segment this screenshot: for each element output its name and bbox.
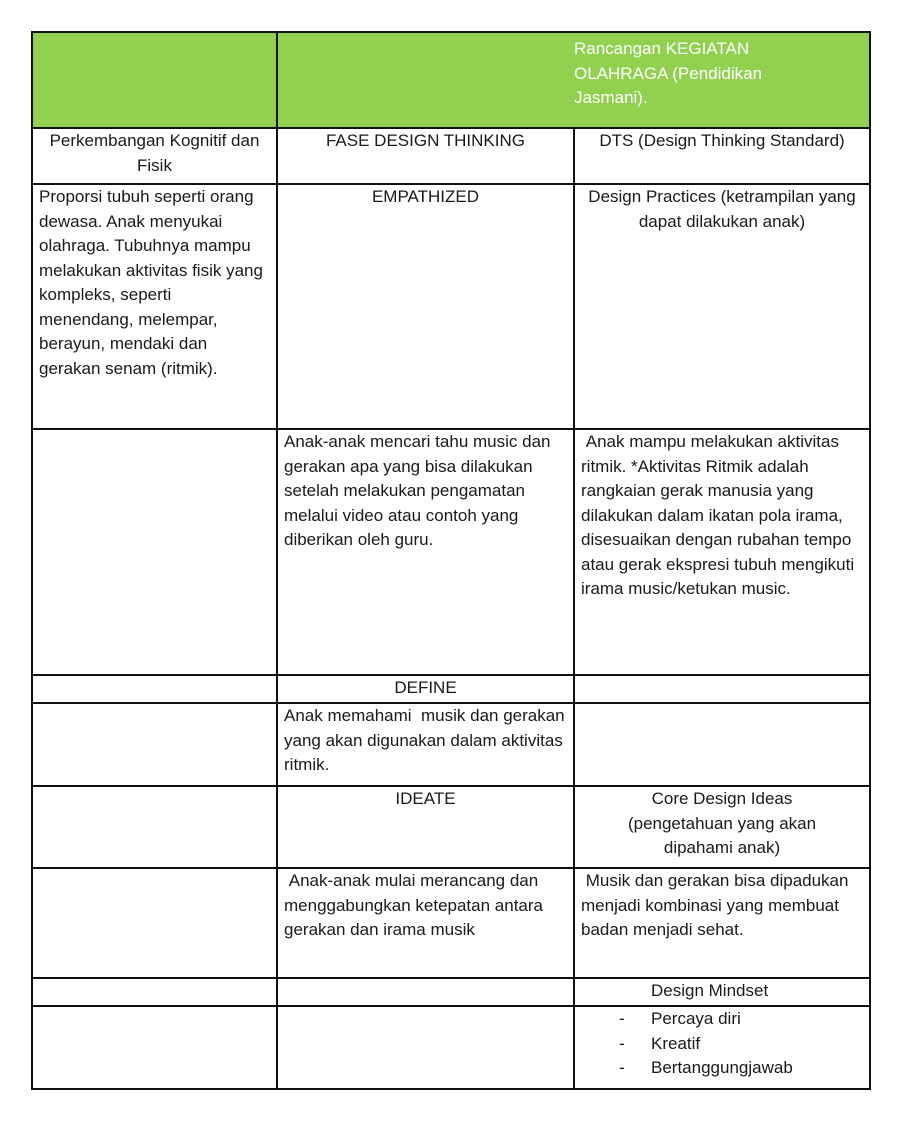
empty-cell (574, 675, 870, 703)
table-row (32, 429, 870, 675)
dts-design-mindset: Design Mindset (574, 978, 870, 1006)
title-line: OLAHRAGA (Pendidikan (574, 63, 763, 83)
header-fase: FASE DESIGN THINKING (277, 128, 574, 184)
dts-core-design-ideas: Core Design Ideas (pengetahuan yang akan dipahami anak) (574, 786, 870, 868)
ideate-detail: Anak-anak mulai merancang dan menggabungkan ketepatan antara gerakan dan irama musik (277, 868, 574, 978)
table-row (32, 868, 870, 978)
header-row (32, 128, 870, 184)
empty-cell (277, 1006, 574, 1089)
empty-cell (32, 703, 277, 786)
empty-cell (32, 429, 277, 675)
header-dts: DTS (Design Thinking Standard) (574, 128, 870, 184)
empty-cell (32, 675, 277, 703)
table-row (32, 978, 870, 1006)
title-line: Rancangan KEGIATAN (574, 39, 750, 58)
design-thinking-table (31, 31, 871, 1090)
table-row (32, 1006, 870, 1089)
define-detail: Anak memahami musik dan gerakan yang akan digunakan dalam aktivitas ritmik. (277, 703, 574, 786)
table-row (32, 703, 870, 786)
list-item-label: Kreatif (651, 1033, 701, 1053)
design-mindset-list-cell (574, 1006, 870, 1089)
bullet-dash: - (619, 1058, 625, 1077)
kognitif-cell: Proporsi tubuh seperti orang dewasa. Anak menyukai olahraga. Tubuhnya mampu melakukan aktivitas fisik yang kompleks, seperti menendang, melempar, berayun, mendaki dan gerakan senam (ritmik). (32, 184, 277, 429)
title-row (32, 32, 870, 128)
design-practices-detail: Anak mampu melakukan aktivitas ritmik. *Aktivitas Ritmik adalah rangkaian gerak manusia yang dilakukan dalam ikatan pola irama, disesuaikan dengan rubahan tempo atau gerak ekspresi tubuh mengikuti irama music/ketukan music. (574, 429, 870, 675)
bullet-dash: - (619, 1033, 625, 1053)
phase-ideate: IDEATE (277, 786, 574, 868)
table-row (32, 184, 870, 429)
phase-empathized: EMPATHIZED (277, 184, 574, 429)
list-item (581, 1056, 863, 1081)
empty-cell (574, 703, 870, 786)
dts-design-practices: Design Practices (ketrampilan yang dapat dilakukan anak) (574, 184, 870, 429)
list-item (581, 1032, 863, 1057)
title-line: Jasmani). (574, 88, 648, 107)
bullet-dash: - (619, 1009, 625, 1028)
list-item-label: Percaya diri (651, 1009, 741, 1028)
list-item-label: Bertanggungjawab (651, 1058, 793, 1077)
header-kognitif: Perkembangan Kognitif dan Fisik (32, 128, 277, 184)
empty-cell (32, 786, 277, 868)
empathized-detail: Anak-anak mencari tahu music dan gerakan apa yang bisa dilakukan setelah melakukan pengamatan melalui video atau contoh yang diberikan oleh guru. (277, 429, 574, 675)
empty-cell (277, 978, 574, 1006)
table-row (32, 786, 870, 868)
list-item (581, 1007, 863, 1032)
core-ideas-detail: Musik dan gerakan bisa dipadukan menjadi kombinasi yang membuat badan menjadi sehat. (574, 868, 870, 978)
empty-cell (32, 1006, 277, 1089)
empty-cell (32, 868, 277, 978)
title-cell (277, 32, 870, 128)
title-empty-cell (32, 32, 277, 128)
table-row (32, 675, 870, 703)
empty-cell (32, 978, 277, 1006)
phase-define: DEFINE (277, 675, 574, 703)
design-mindset-list (581, 1007, 863, 1081)
